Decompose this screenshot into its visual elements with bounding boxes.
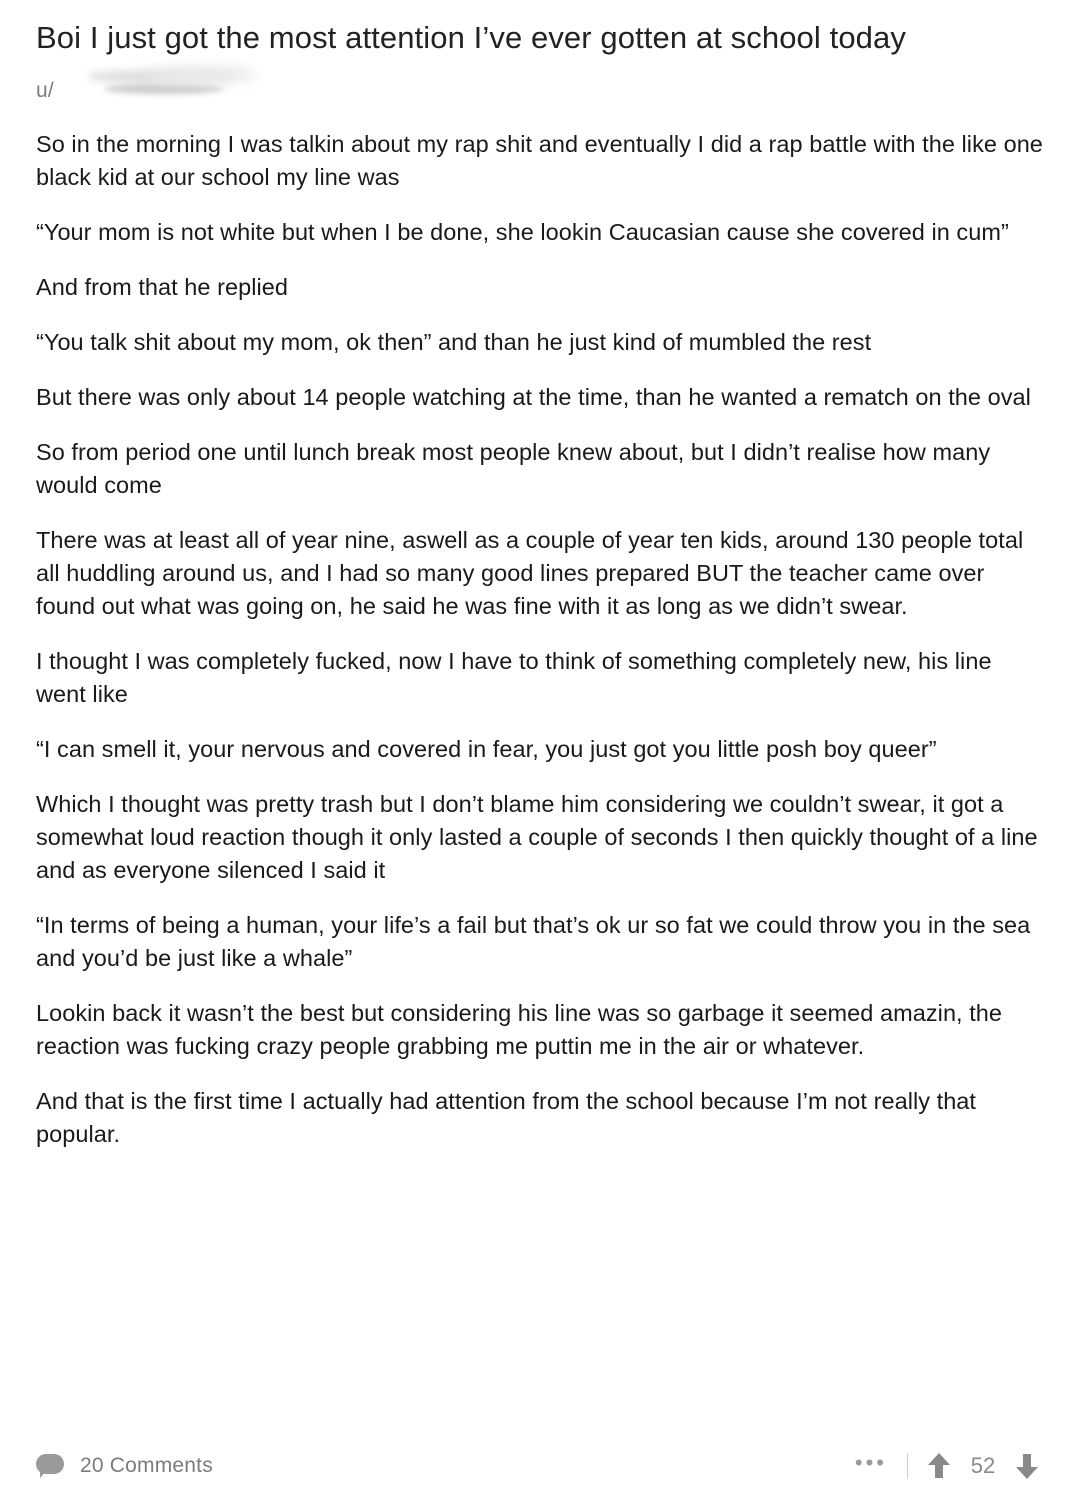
post-paragraph: “Your mom is not white but when I be done, she lookin Caucasian cause she covered in cum” (36, 219, 1009, 245)
comment-bubble-icon (36, 1454, 66, 1478)
vote-controls (855, 1452, 1038, 1480)
comments-button[interactable] (36, 1454, 213, 1478)
post-paragraph: “In terms of being a human, your life’s a fail but that’s ok ur so fat we could throw you in the sea and you’d be just like a whale” (36, 912, 1031, 971)
post-paragraph: Which I thought was pretty trash but I don’t blame him considering we couldn’t swear, it got a somewhat loud reaction though it only lasted a couple of seconds I then quickly thought of a line and as everyone silenced I said it (36, 791, 1038, 883)
post-paragraph: So from period one until lunch break most people knew about, but I didn’t realise how many would come (36, 439, 991, 498)
post-paragraph: There was at least all of year nine, aswell as a couple of year ten kids, around 130 people total all huddling around us, and I had so many good lines prepared BUT the teacher came over found out what was going on, he said he was fine with it as long as we didn’t swear. (36, 527, 1024, 619)
more-options-button[interactable]: ••• (854, 1450, 887, 1475)
upvote-arrow-icon[interactable] (928, 1453, 950, 1479)
post-paragraph: And that is the first time I actually had attention from the school because I’m not really that popular. (36, 1088, 977, 1147)
byline (36, 68, 1044, 114)
post-paragraph: So in the morning I was talkin about my rap shit and eventually I did a rap battle with the like one black kid at our school my line was (36, 131, 1043, 190)
page-title: Boi I just got the most attention I’ve ever gotten at school today (36, 20, 906, 55)
comments-count-label: 20 Comments (80, 1454, 213, 1477)
redaction-smudge-icon (56, 64, 261, 108)
post-body (36, 114, 1044, 1423)
post-paragraph: “You talk shit about my mom, ok then” and than he just kind of mumbled the rest (36, 329, 872, 355)
divider (907, 1453, 908, 1479)
post-paragraph: But there was only about 14 people watching at the time, than he wanted a rematch on the oval (36, 384, 1031, 410)
downvote-arrow-icon[interactable] (1016, 1453, 1038, 1479)
post-paragraph: I thought I was completely fucked, now I have to think of something completely new, his line went like (36, 648, 992, 707)
vote-score: 52 (970, 1453, 996, 1478)
author-username[interactable]: u/ (36, 79, 54, 102)
post-paragraph: And from that he replied (36, 274, 289, 300)
post-paragraph: “I can smell it, your nervous and covered in fear, you just got you little posh boy queer” (36, 736, 937, 762)
post-footer (36, 1423, 1044, 1509)
post-paragraph: Lookin back it wasn’t the best but considering his line was so garbage it seemed amazin, the reaction was fucking crazy people grabbing me puttin me in the air or whatever. (36, 1000, 1003, 1059)
